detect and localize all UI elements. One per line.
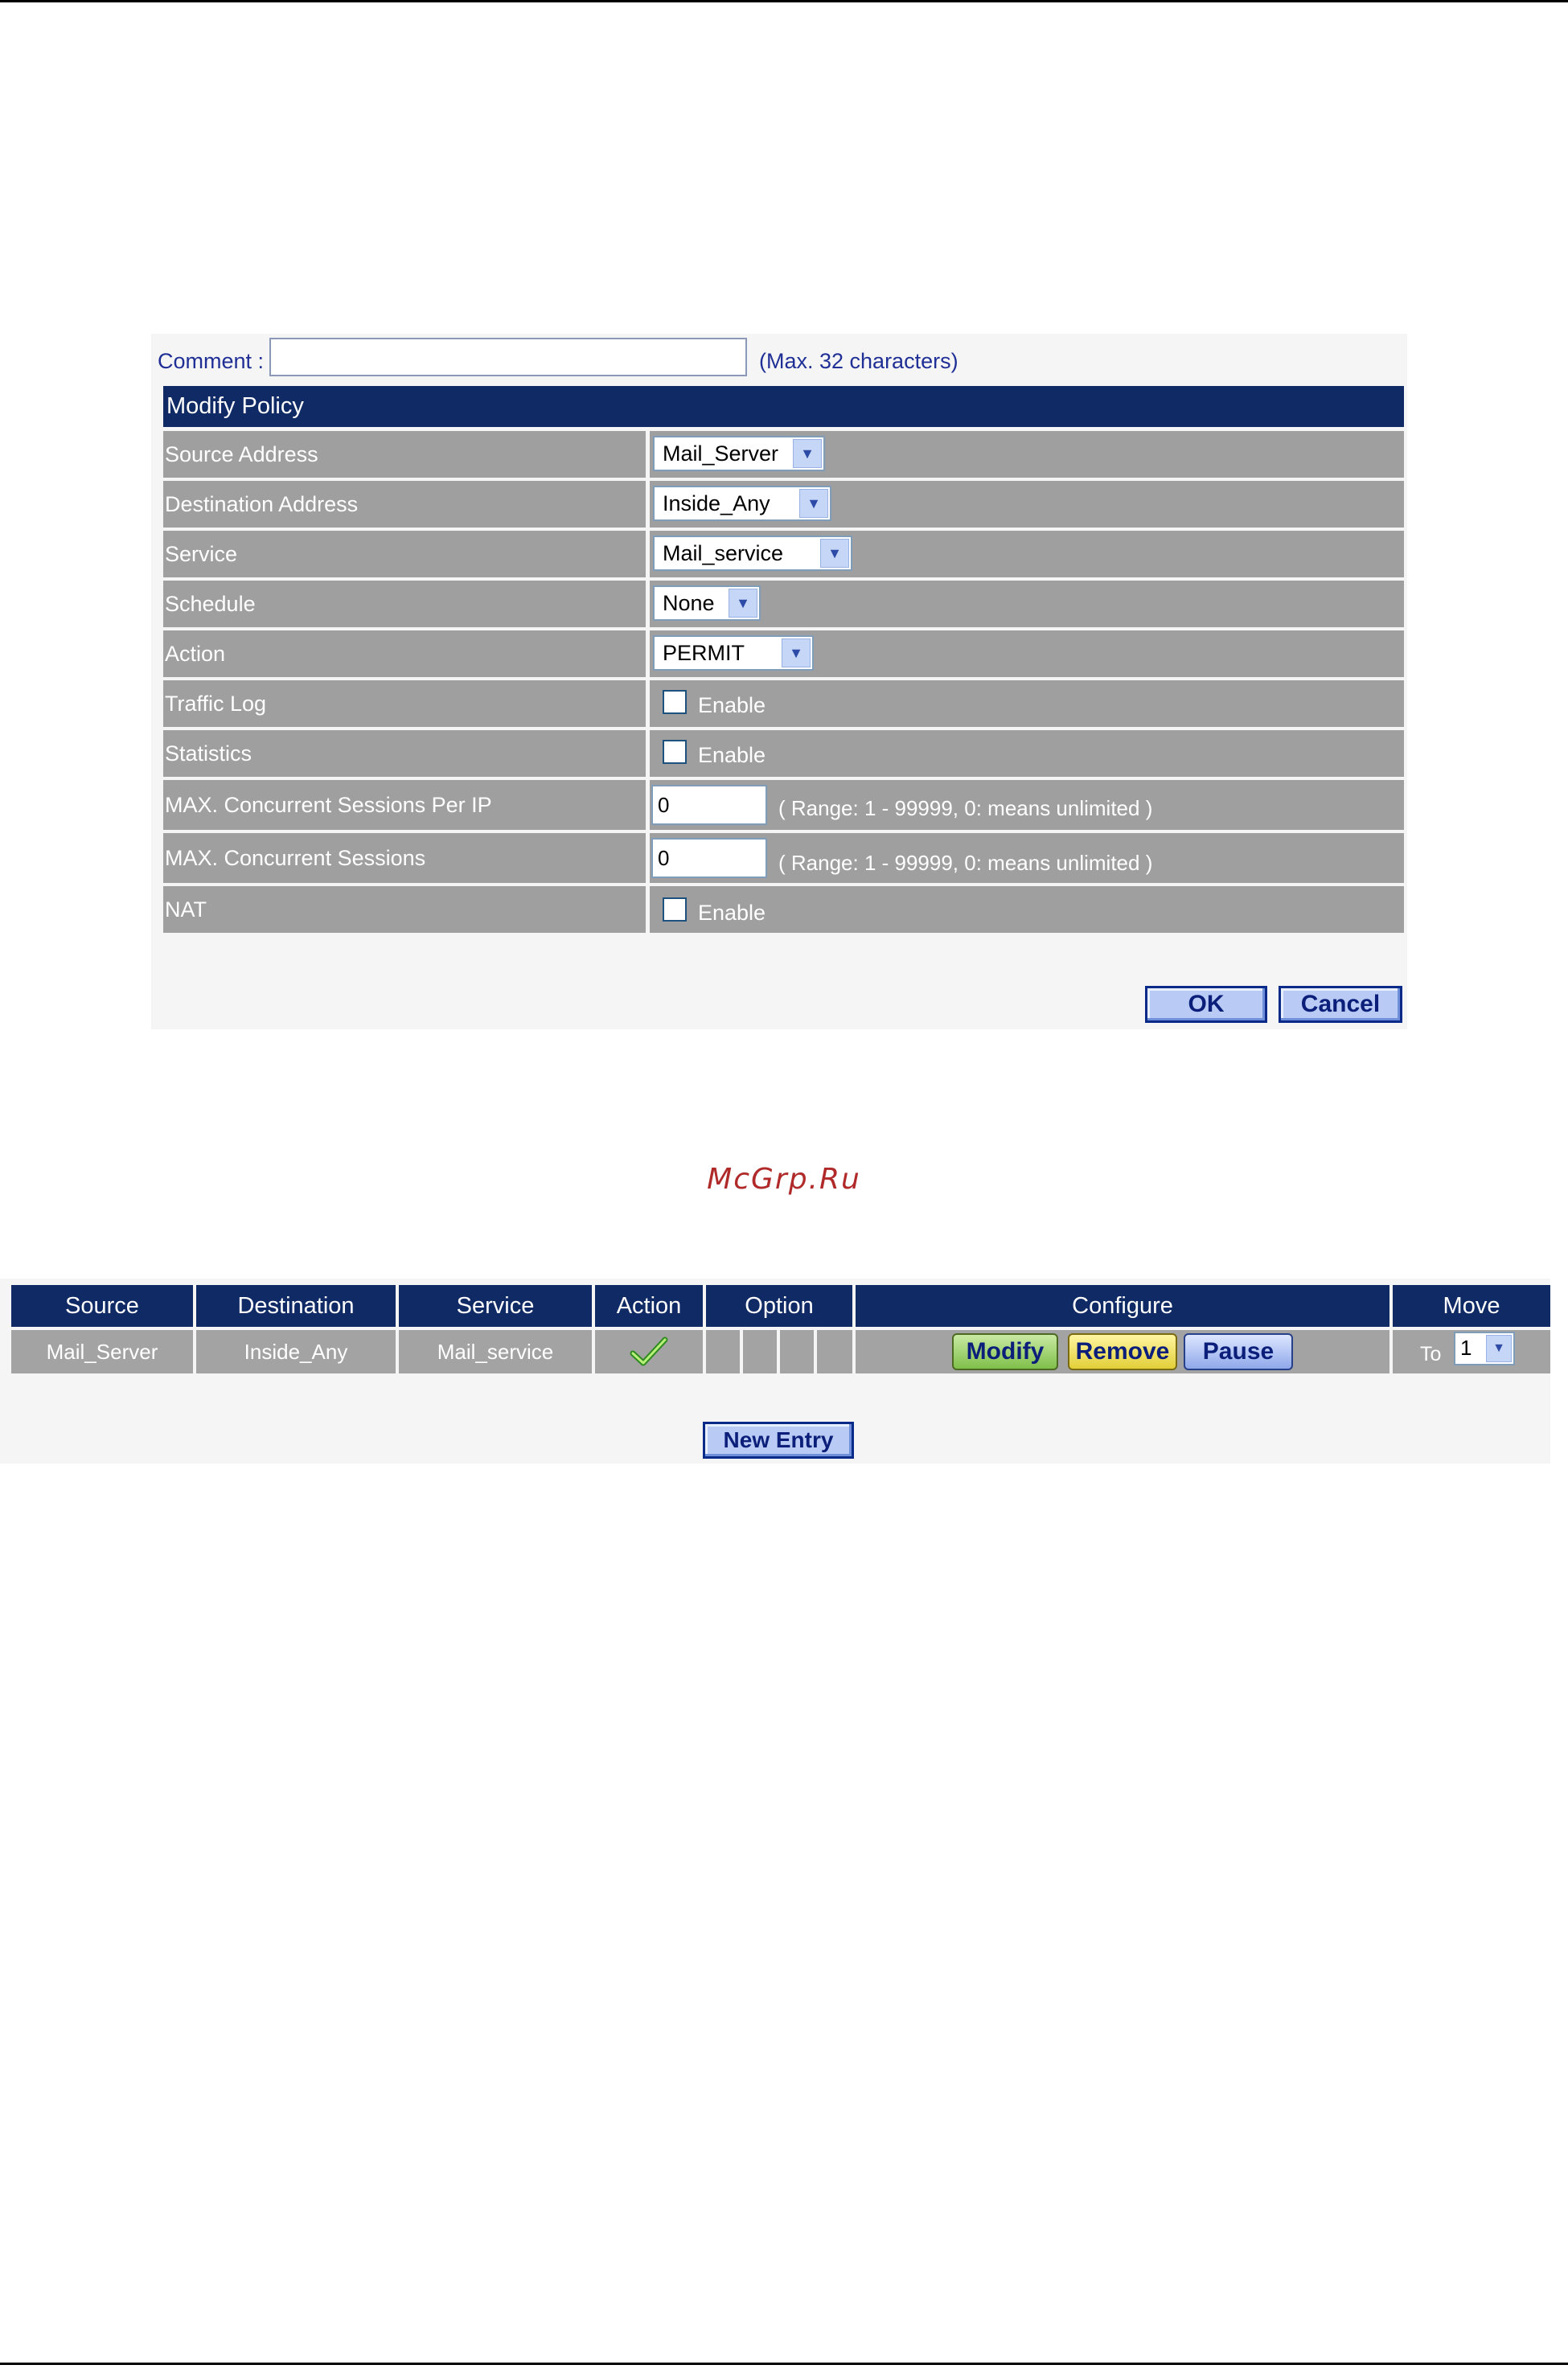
modify-button[interactable]: Modify: [952, 1333, 1058, 1370]
statistics-cell: [650, 730, 1404, 777]
nat-label: NAT: [163, 886, 646, 933]
nat-checkbox[interactable]: [663, 897, 687, 922]
source-address-select[interactable]: [653, 436, 825, 471]
max-sessions-per-ip-label: MAX. Concurrent Sessions Per IP: [163, 780, 646, 830]
chevron-down-icon: ▼: [820, 539, 849, 568]
service-label: Service: [163, 531, 646, 577]
action-cell: [650, 630, 1404, 677]
header-action: Action: [595, 1285, 703, 1327]
max-sessions-input[interactable]: 0: [651, 838, 767, 878]
service-value: Mail_service: [663, 541, 784, 565]
action-select[interactable]: [653, 635, 814, 671]
action-label: Action: [163, 630, 646, 677]
header-destination: Destination: [196, 1285, 396, 1327]
comment-label: Comment :: [158, 349, 265, 373]
max-sessions-per-ip-input[interactable]: 0: [651, 785, 767, 825]
bottom-rule: [0, 2363, 1568, 2365]
source-address-cell: [650, 431, 1404, 478]
max-sessions-per-ip-hint: ( Range: 1 - 99999, 0: means unlimited ): [778, 796, 1153, 820]
max-sessions-hint: ( Range: 1 - 99999, 0: means unlimited ): [778, 851, 1153, 875]
cell-option-2: [743, 1330, 777, 1373]
modify-policy-title: Modify Policy: [163, 386, 1404, 427]
traffic-log-checkbox[interactable]: [663, 690, 687, 714]
chevron-down-icon: ▼: [782, 638, 811, 667]
checkmark-icon: [630, 1336, 668, 1368]
move-value: 1: [1460, 1336, 1472, 1360]
new-entry-button[interactable]: New Entry: [703, 1422, 854, 1459]
chevron-down-icon: ▼: [729, 589, 757, 618]
cancel-button[interactable]: Cancel: [1279, 986, 1402, 1023]
pause-button[interactable]: Pause: [1184, 1333, 1293, 1370]
remove-button[interactable]: Remove: [1068, 1333, 1177, 1370]
statistics-checkbox[interactable]: [663, 740, 687, 764]
cell-destination: Inside_Any: [196, 1330, 396, 1373]
header-service: Service: [399, 1285, 592, 1327]
service-cell: [650, 531, 1404, 577]
cell-option-4: [817, 1330, 852, 1373]
cell-option-1: [706, 1330, 740, 1373]
cell-service: Mail_service: [399, 1330, 592, 1373]
cell-source: Mail_Server: [11, 1330, 193, 1373]
source-address-value: Mail_Server: [663, 441, 779, 466]
watermark-text: McGrp.Ru: [707, 1163, 861, 1196]
comment-input[interactable]: [269, 338, 747, 376]
max-sessions-per-ip-cell: [650, 780, 1404, 830]
traffic-log-cell: [650, 680, 1404, 727]
destination-address-select[interactable]: [653, 486, 831, 521]
traffic-log-label: Traffic Log: [163, 680, 646, 727]
header-source: Source: [11, 1285, 193, 1327]
top-rule: [0, 0, 1568, 2]
header-configure: Configure: [856, 1285, 1389, 1327]
traffic-log-enable-label: Enable: [698, 693, 766, 717]
comment-hint: (Max. 32 characters): [759, 349, 958, 373]
destination-address-label: Destination Address: [163, 481, 646, 528]
ok-button[interactable]: OK: [1145, 986, 1267, 1023]
max-sessions-cell: [650, 833, 1404, 883]
statistics-label: Statistics: [163, 730, 646, 777]
schedule-value: None: [663, 591, 715, 615]
max-sessions-label: MAX. Concurrent Sessions: [163, 833, 646, 883]
header-move: Move: [1393, 1285, 1550, 1327]
nat-enable-label: Enable: [698, 901, 766, 925]
schedule-cell: [650, 581, 1404, 627]
chevron-down-icon: ▼: [1486, 1335, 1512, 1362]
chevron-down-icon: ▼: [799, 489, 828, 518]
destination-address-value: Inside_Any: [663, 491, 770, 515]
move-to-label: To: [1420, 1343, 1442, 1365]
header-option: Option: [706, 1285, 852, 1327]
nat-cell: [650, 886, 1404, 933]
service-select[interactable]: [653, 536, 852, 571]
move-select[interactable]: [1454, 1332, 1515, 1365]
chevron-down-icon: ▼: [793, 439, 822, 468]
destination-address-cell: [650, 481, 1404, 528]
source-address-label: Source Address: [163, 431, 646, 478]
statistics-enable-label: Enable: [698, 743, 766, 767]
schedule-select[interactable]: [653, 585, 761, 621]
cell-option-3: [780, 1330, 814, 1373]
action-value: PERMIT: [663, 641, 745, 665]
schedule-label: Schedule: [163, 581, 646, 627]
cell-action: [595, 1330, 703, 1373]
